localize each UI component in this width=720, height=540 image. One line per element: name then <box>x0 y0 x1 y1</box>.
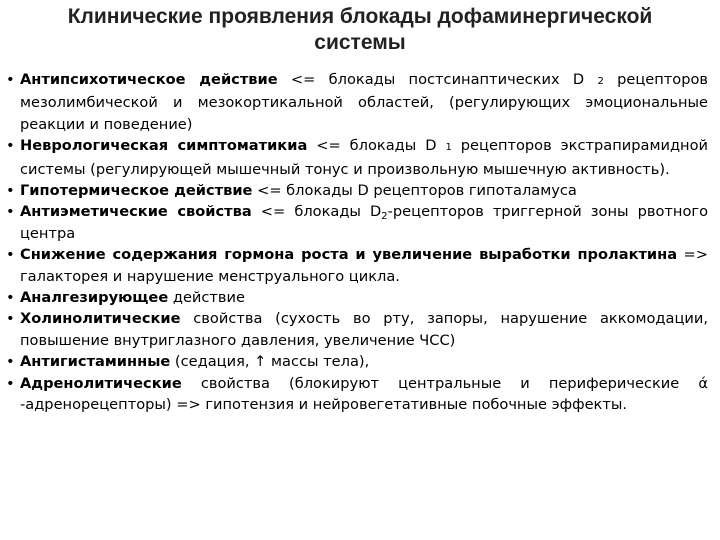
bullet-item-neurological <box>6 135 708 180</box>
item-term: Адренолитические <box>20 374 182 392</box>
bullet-icon: • <box>6 203 15 221</box>
bullet-item-cholinolytic <box>6 308 708 351</box>
bullet-item-prolactin <box>6 244 708 287</box>
item-text: свойства (блокируют центральные и периферические ά -адренорецепторы) => гипотензия и нейровегетативные побочные эффекты. <box>20 374 708 414</box>
item-term: Антипсихотическое действие <box>20 71 278 88</box>
bullet-icon: • <box>6 71 15 88</box>
bullet-list <box>6 69 708 416</box>
bullet-icon: • <box>6 289 15 307</box>
item-text: (седация, ↑ массы тела), <box>170 353 370 371</box>
item-text: <= блокады постсинаптических D <box>277 71 598 88</box>
item-term: Неврологическая симптоматикиа <box>20 137 308 155</box>
slide-title <box>0 4 720 56</box>
bullet-item-adrenolytic <box>6 373 708 416</box>
item-text-cont: -рецепторов триггерной зоны рвотного центра <box>20 203 708 242</box>
item-text: => галакторея и нарушение менструального цикла. <box>20 246 708 285</box>
item-term: Антиэметические свойства <box>20 203 252 221</box>
item-term: Гипотермическое действие <box>20 182 253 200</box>
item-text: <= блокады D <box>307 137 446 155</box>
item-text: <= блокады D <box>251 203 382 221</box>
item-text: свойства (сухость во рту, запоры, нарушение аккомодации, повышение внутриглазного давления, увеличение ЧСС) <box>20 310 708 349</box>
item-term: Холинолитические <box>20 310 181 328</box>
item-term: Антигистаминные <box>20 353 171 371</box>
title-line-2: системы <box>314 31 406 54</box>
bullet-item-antipsychotic <box>6 69 708 135</box>
bullet-icon: • <box>6 310 15 328</box>
bullet-item-hypothermic <box>6 180 708 201</box>
item-text-cont: рецепторов экстрапирамидной системы (регулирующей мышечный тонус и произвольную мышечную активность). <box>20 137 708 178</box>
bullet-item-antihistamine <box>6 351 708 372</box>
bullet-icon: • <box>6 182 15 200</box>
bullet-icon: • <box>6 246 15 264</box>
item-text-cont: рецепторов мезолимбической и мезокортикальной областей, (регулирующих эмоциональные реакции и поведение) <box>20 71 709 133</box>
bullet-item-analgesic <box>6 287 708 308</box>
item-subscript: 1 <box>445 142 452 154</box>
title-line-1: Клинические проявления блокады дофаминергической <box>67 5 653 28</box>
bullet-icon: • <box>6 374 15 392</box>
item-text: <= блокады D рецепторов гипоталамуса <box>252 182 577 200</box>
bullet-item-antiemetic <box>6 201 708 244</box>
item-subscript: 2 <box>381 211 388 223</box>
item-term: Снижение содержания гормона роста и увеличение выработки пролактина <box>20 246 678 264</box>
bullet-icon: • <box>6 137 15 155</box>
bullet-icon: • <box>6 353 15 371</box>
item-text: действие <box>168 289 245 307</box>
item-term: Аналгезирующее <box>20 289 169 307</box>
item-subscript: 2 <box>597 76 604 87</box>
